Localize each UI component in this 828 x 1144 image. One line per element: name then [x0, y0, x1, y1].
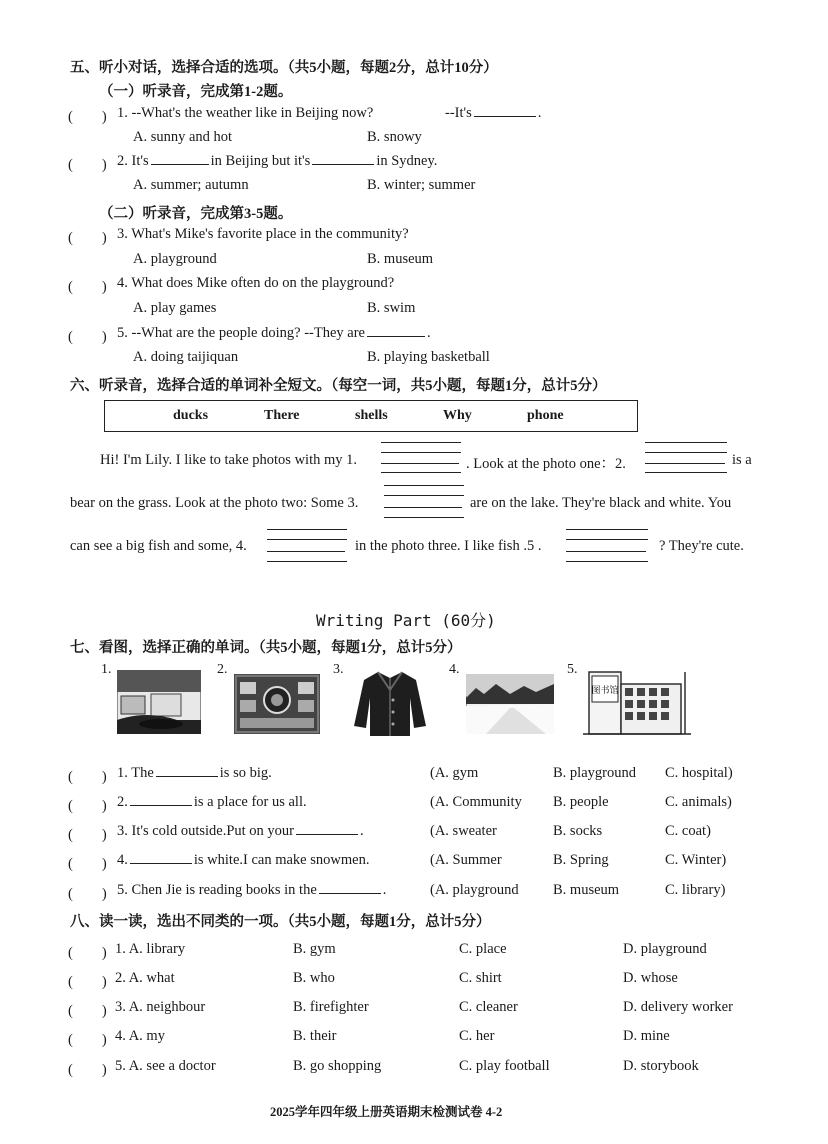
s5-q3-option-a[interactable]: A. playground — [133, 251, 217, 267]
s8-q1-option-c[interactable]: C. place — [459, 941, 507, 957]
s8-q3-option-a[interactable]: 3. A. neighbour — [115, 999, 206, 1015]
s8-q2-option-a[interactable]: 2. A. what — [115, 970, 175, 986]
s5-q2-part-b: in Beijing but it's — [210, 153, 311, 169]
picture-number: 3. — [333, 662, 344, 677]
answer-paren[interactable]: ( ) — [68, 827, 107, 843]
s7-q5-text — [117, 882, 386, 899]
answer-paren[interactable]: ( ) — [68, 1032, 107, 1048]
s8-q4-option-a[interactable]: 4. A. my — [115, 1028, 165, 1044]
answer-blank[interactable] — [381, 440, 461, 472]
s7-q5-option-b[interactable]: B. museum — [553, 882, 620, 898]
s7-q1-option-c[interactable]: C. hospital) — [665, 765, 733, 781]
s8-q3-option-b[interactable]: B. firefighter — [293, 999, 369, 1015]
picture-number: 4. — [449, 662, 460, 677]
answer-blank[interactable] — [267, 527, 347, 561]
s5-q2-text — [117, 153, 437, 170]
passage-line1a: Hi! I'm Lily. I like to take photos with my 1. — [100, 452, 357, 468]
s5-q4-question: 4. What does Mike often do on the playground? — [117, 275, 395, 291]
page-footer: 2025学年四年级上册英语期末检测试卷 4-2 — [270, 1105, 503, 1119]
s8-q1-option-d[interactable]: D. playground — [623, 941, 707, 957]
s7-q3-option-c[interactable]: C. coat) — [665, 823, 711, 839]
s8-q4-option-b[interactable]: B. their — [293, 1028, 337, 1044]
s8-q2-option-d[interactable]: D. whose — [623, 970, 678, 986]
section8-heading: 八、读一读，选出不同类的一项。（共5小题，每题1分，总计5分） — [70, 914, 491, 930]
s8-q2-option-b[interactable]: B. who — [293, 970, 335, 986]
s8-q4-option-c[interactable]: C. her — [459, 1028, 495, 1044]
answer-blank[interactable] — [296, 833, 358, 835]
coat-picture — [350, 668, 430, 738]
answer-paren[interactable]: ( ) — [68, 230, 107, 246]
answer-paren[interactable]: ( ) — [68, 1003, 107, 1019]
answer-paren[interactable]: ( ) — [68, 974, 107, 990]
answer-blank[interactable] — [151, 163, 209, 165]
s5-q2-option-a[interactable]: A. summer; autumn — [133, 177, 249, 193]
s7-q3-pre: 3. It's cold outside.Put on your — [117, 823, 295, 839]
passage-line3a: can see a big fish and some, 4. — [70, 538, 247, 554]
word-bank-box — [104, 400, 638, 432]
answer-paren[interactable]: ( ) — [68, 886, 107, 902]
s5-q5-text: 5. --What are the people doing? --They are . — [117, 325, 431, 341]
section5-part2-label: （二）听录音，完成第3-5题。 — [99, 206, 293, 222]
library-sign-text: 图书馆 — [591, 686, 619, 696]
s7-q1-text — [117, 765, 272, 782]
answer-paren[interactable]: ( ) — [68, 945, 107, 961]
s8-q5-option-a[interactable]: 5. A. see a doctor — [115, 1058, 216, 1074]
s5-q3-option-b[interactable]: B. museum — [367, 251, 434, 267]
s5-q5-question: 5. --What are the people doing? --They are — [117, 325, 365, 341]
s7-q2-option-c[interactable]: C. animals) — [665, 794, 732, 810]
library-building-picture — [583, 666, 693, 742]
answer-paren[interactable]: ( ) — [68, 279, 107, 295]
s7-q3-post: . — [360, 823, 364, 839]
answer-blank[interactable] — [156, 775, 218, 777]
word-bank-item: Why — [443, 408, 472, 423]
answer-blank[interactable] — [474, 115, 536, 117]
answer-blank[interactable] — [566, 527, 648, 561]
s7-q5-pre: 5. Chen Jie is reading books in the — [117, 882, 317, 898]
s8-q5-option-b[interactable]: B. go shopping — [293, 1058, 382, 1074]
answer-paren[interactable]: ( ) — [68, 798, 107, 814]
s7-q4-text — [117, 852, 369, 869]
s5-q4-option-b[interactable]: B. swim — [367, 300, 416, 316]
s5-q1-reply-text: --It's — [445, 105, 472, 121]
s5-q1-text — [117, 105, 373, 122]
section6-heading: 六、听录音，选择合适的单词补全短文。（每空一词，共5小题，每题1分，总计5分） — [70, 378, 607, 394]
s7-q3-text — [117, 823, 364, 840]
passage-line3b: in the photo three. I like fish .5 . — [355, 538, 542, 554]
answer-blank[interactable] — [645, 440, 727, 472]
section7-heading: 七、看图，选择正确的单词。（共5小题，每题1分，总计5分） — [70, 640, 462, 656]
s7-q2-pre: 2. — [117, 794, 128, 810]
picture-number: 5. — [567, 662, 578, 677]
passage-line2b: are on the lake. They're black and white. You — [470, 495, 732, 511]
s5-q1-reply: --It's . — [445, 105, 542, 121]
passage-line1c: is a — [732, 452, 752, 468]
word-bank-item: phone — [527, 408, 564, 423]
s5-q4-option-a[interactable]: A. play games — [133, 300, 217, 316]
picture-number: 2. — [217, 662, 228, 677]
s7-q5-post: . — [382, 882, 387, 898]
s7-q5-option-a[interactable]: (A. playground — [430, 882, 519, 898]
passage-line2a: bear on the grass. Look at the photo two: Some 3. — [70, 495, 359, 511]
s8-q4-option-d[interactable]: D. mine — [623, 1028, 670, 1044]
s5-q2-option-b[interactable]: B. winter; summer — [367, 177, 476, 193]
s7-q5-option-c[interactable]: C. library) — [665, 882, 726, 898]
s5-q5-option-a[interactable]: A. doing taijiquan — [133, 349, 239, 365]
answer-paren[interactable]: ( ) — [68, 157, 107, 173]
s5-q2-part-a: 2. It's — [117, 153, 149, 169]
s8-q1-option-b[interactable]: B. gym — [293, 941, 336, 957]
s5-q1-question: 1. --What's the weather like in Beijing now? — [117, 105, 374, 121]
word-bank-item: ducks — [173, 408, 209, 423]
s8-q1-option-a[interactable]: 1. A. library — [115, 941, 186, 957]
s8-q5-option-d[interactable]: D. storybook — [623, 1058, 699, 1074]
s7-q1-post: is so big. — [219, 765, 272, 781]
answer-blank[interactable] — [367, 335, 425, 337]
s7-q2-option-a[interactable]: (A. Community — [430, 794, 522, 810]
answer-paren[interactable]: ( ) — [68, 856, 107, 872]
s7-q3-option-a[interactable]: (A. sweater — [430, 823, 497, 839]
winter-landscape-picture — [466, 674, 554, 734]
passage-line1b: . Look at the photo one：2. — [466, 456, 626, 472]
answer-paren[interactable]: ( ) — [68, 329, 107, 345]
answer-blank[interactable] — [319, 892, 381, 894]
answer-blank[interactable] — [384, 483, 464, 517]
writing-part-title: Writing Part (60分) — [316, 611, 496, 630]
s5-q2-part-c: in Sydney. — [376, 153, 438, 169]
s7-q1-option-a[interactable]: (A. gym — [430, 765, 479, 781]
s5-q3-question: 3. What's Mike's favorite place in the community? — [117, 226, 409, 242]
community-board-picture — [234, 674, 320, 734]
s8-q5-option-c[interactable]: C. play football — [459, 1058, 550, 1074]
answer-paren[interactable]: ( ) — [68, 1062, 107, 1078]
word-bank-item: shells — [355, 408, 388, 423]
picture-number: 1. — [101, 662, 112, 677]
section5-heading: 五、听小对话，选择合适的选项。（共5小题，每题2分，总计10分） — [70, 60, 498, 76]
s7-q2-text — [117, 794, 307, 811]
s5-q1-option-b[interactable]: B. snowy — [367, 129, 422, 145]
gym-room-picture — [117, 670, 201, 734]
s7-q4-pre: 4. — [117, 852, 128, 868]
s5-q5-option-b[interactable]: B. playing basketball — [367, 349, 490, 365]
word-bank-item: There — [264, 408, 300, 423]
passage-line3c: ? They're cute. — [659, 538, 744, 554]
answer-paren[interactable]: ( ) — [68, 769, 107, 785]
s7-q1-option-b[interactable]: B. playground — [553, 765, 636, 781]
answer-blank[interactable] — [312, 163, 374, 165]
section5-part1-label: （一）听录音，完成第1-2题。 — [99, 84, 293, 100]
s8-q3-option-c[interactable]: C. cleaner — [459, 999, 518, 1015]
answer-paren[interactable]: ( ) — [68, 109, 107, 125]
s7-q2-post: is a place for us all. — [193, 794, 307, 810]
s7-q1-pre: 1. The — [117, 765, 154, 781]
s5-q1-option-a[interactable]: A. sunny and hot — [133, 129, 233, 145]
s7-q4-option-a[interactable]: (A. Summer — [430, 852, 502, 868]
s8-q2-option-c[interactable]: C. shirt — [459, 970, 502, 986]
answer-blank[interactable] — [130, 804, 192, 806]
s7-q4-post: is white.I can make snowmen. — [193, 852, 370, 868]
s7-q3-option-b[interactable]: B. socks — [553, 823, 603, 839]
s7-q4-option-b[interactable]: B. Spring — [553, 852, 609, 868]
answer-blank[interactable] — [130, 862, 192, 864]
s7-q4-option-c[interactable]: C. Winter) — [665, 852, 727, 868]
s8-q3-option-d[interactable]: D. delivery worker — [623, 999, 733, 1015]
s7-q2-option-b[interactable]: B. people — [553, 794, 609, 810]
